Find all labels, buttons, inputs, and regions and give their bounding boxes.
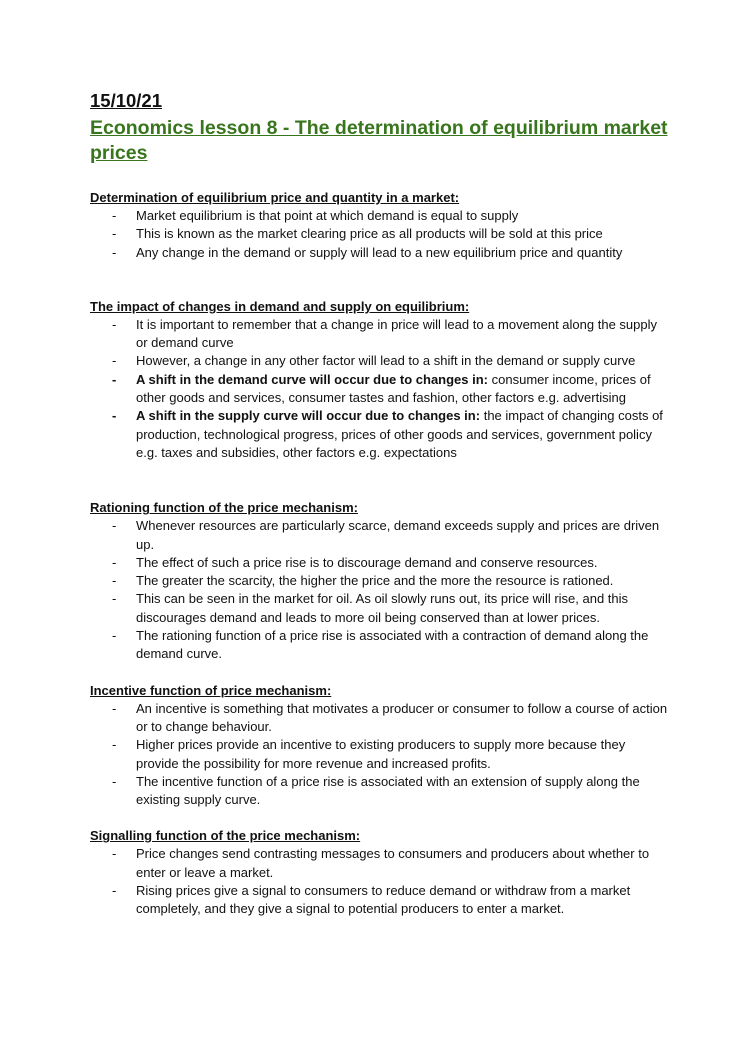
- dash-bullet: -: [112, 846, 117, 862]
- section-impact-of-changes: [90, 298, 670, 462]
- section-heading: The impact of changes in demand and supply on equilibrium:: [90, 298, 470, 314]
- section-rationing-function: [90, 499, 670, 663]
- list-item: [90, 244, 670, 262]
- section-incentive-function: [90, 682, 670, 810]
- section-heading: Incentive function of price mechanism:: [90, 682, 332, 698]
- bullet-list: [90, 316, 670, 462]
- list-item: [90, 407, 670, 462]
- list-item-text: This is known as the market clearing price as all products will be sold at this price: [136, 226, 603, 242]
- list-item: [90, 773, 670, 810]
- list-item: [90, 207, 670, 225]
- list-item: [90, 316, 670, 353]
- dash-bullet: -: [112, 244, 117, 260]
- section-equilibrium-determination: [90, 189, 670, 262]
- bullet-list: [90, 207, 670, 262]
- bullet-list: [90, 845, 670, 918]
- list-item: [90, 590, 670, 627]
- list-item-text: Higher prices provide an incentive to existing producers to supply more because they provide the possibility for more revenue and increased profits.: [136, 737, 626, 771]
- dash-bullet: -: [112, 226, 117, 242]
- list-item: [90, 627, 670, 664]
- list-item-text: the impact of changing costs of production, technological progress, prices of other goods and services, government policy e.g. taxes and subsidies, other factors e.g. expectations: [136, 408, 663, 460]
- dash-bullet: -: [112, 554, 117, 570]
- list-item: [90, 352, 670, 370]
- dash-bullet: -: [112, 700, 117, 716]
- list-item: [90, 736, 670, 773]
- dash-bullet: -: [112, 316, 117, 332]
- bullet-list: [90, 700, 670, 810]
- dash-bullet: -: [112, 737, 117, 753]
- dash-bullet: -: [112, 773, 117, 789]
- list-item-bold-lead: A shift in the demand curve will occur due to changes in:: [136, 371, 489, 387]
- dash-bullet: -: [112, 408, 117, 424]
- list-item-text: This can be seen in the market for oil. As oil slowly runs out, its price will rise, and this discourages demand and leads to more oil being conserved than at lower prices.: [136, 591, 629, 625]
- list-item: [90, 371, 670, 408]
- list-item-text: However, a change in any other factor will lead to a shift in the demand or supply curve: [136, 353, 636, 369]
- dash-bullet: -: [112, 573, 117, 589]
- section-heading: Signalling function of the price mechanism:: [90, 828, 361, 844]
- list-item: [90, 225, 670, 243]
- list-item-text: The greater the scarcity, the higher the price and the more the resource is rationed.: [136, 573, 614, 589]
- list-item: [90, 572, 670, 590]
- dash-bullet: -: [112, 628, 117, 644]
- list-item: [90, 517, 670, 554]
- section-heading: Determination of equilibrium price and quantity in a market:: [90, 190, 460, 205]
- list-item-text: An incentive is something that motivates a producer or consumer to follow a course of action or to change behaviour.: [136, 700, 668, 734]
- list-item-text: consumer income, prices of other goods and services, consumer tastes and fashion, other factors e.g. advertising: [136, 371, 651, 406]
- list-item-text: Price changes send contrasting messages to consumers and producers about whether to enter or leave a market.: [136, 846, 650, 880]
- list-item-text: Market equilibrium is that point at which demand is equal to supply: [136, 208, 519, 223]
- dash-bullet: -: [112, 883, 117, 899]
- bullet-list: [90, 517, 670, 663]
- section-signalling-function: [90, 827, 670, 918]
- list-item-text: It is important to remember that a change in price will lead to a movement along the supply or demand curve: [136, 316, 657, 351]
- dash-bullet: -: [112, 371, 117, 387]
- list-item-text: Rising prices give a signal to consumers to reduce demand or withdraw from a market completely, and they give a signal to potential producers to enter a market.: [136, 883, 631, 917]
- dash-bullet: -: [112, 208, 117, 223]
- list-item-text: The incentive function of a price rise is associated with an extension of supply along the existing supply curve.: [136, 773, 640, 808]
- list-item: [90, 700, 670, 737]
- list-item: [90, 845, 670, 882]
- dash-bullet: -: [112, 591, 117, 607]
- page-title: Economics lesson 8 - The determination of equilibrium market prices: [90, 117, 668, 164]
- dash-bullet: -: [112, 518, 117, 534]
- lesson-date: 15/10/21: [90, 90, 163, 111]
- list-item: [90, 882, 670, 919]
- document-page: [90, 88, 670, 919]
- list-item-text: Any change in the demand or supply will lead to a new equilibrium price and quantity: [136, 244, 623, 260]
- list-item-text: Whenever resources are particularly scarce, demand exceeds supply and prices are driven up.: [136, 518, 660, 552]
- section-heading: Rationing function of the price mechanism:: [90, 500, 358, 516]
- dash-bullet: -: [112, 353, 117, 369]
- list-item-text: The effect of such a price rise is to discourage demand and conserve resources.: [136, 554, 598, 570]
- list-item-text: The rationing function of a price rise is associated with a contraction of demand along the demand curve.: [136, 628, 649, 662]
- list-item-bold-lead: A shift in the supply curve will occur due to changes in:: [136, 408, 481, 424]
- list-item: [90, 554, 670, 572]
